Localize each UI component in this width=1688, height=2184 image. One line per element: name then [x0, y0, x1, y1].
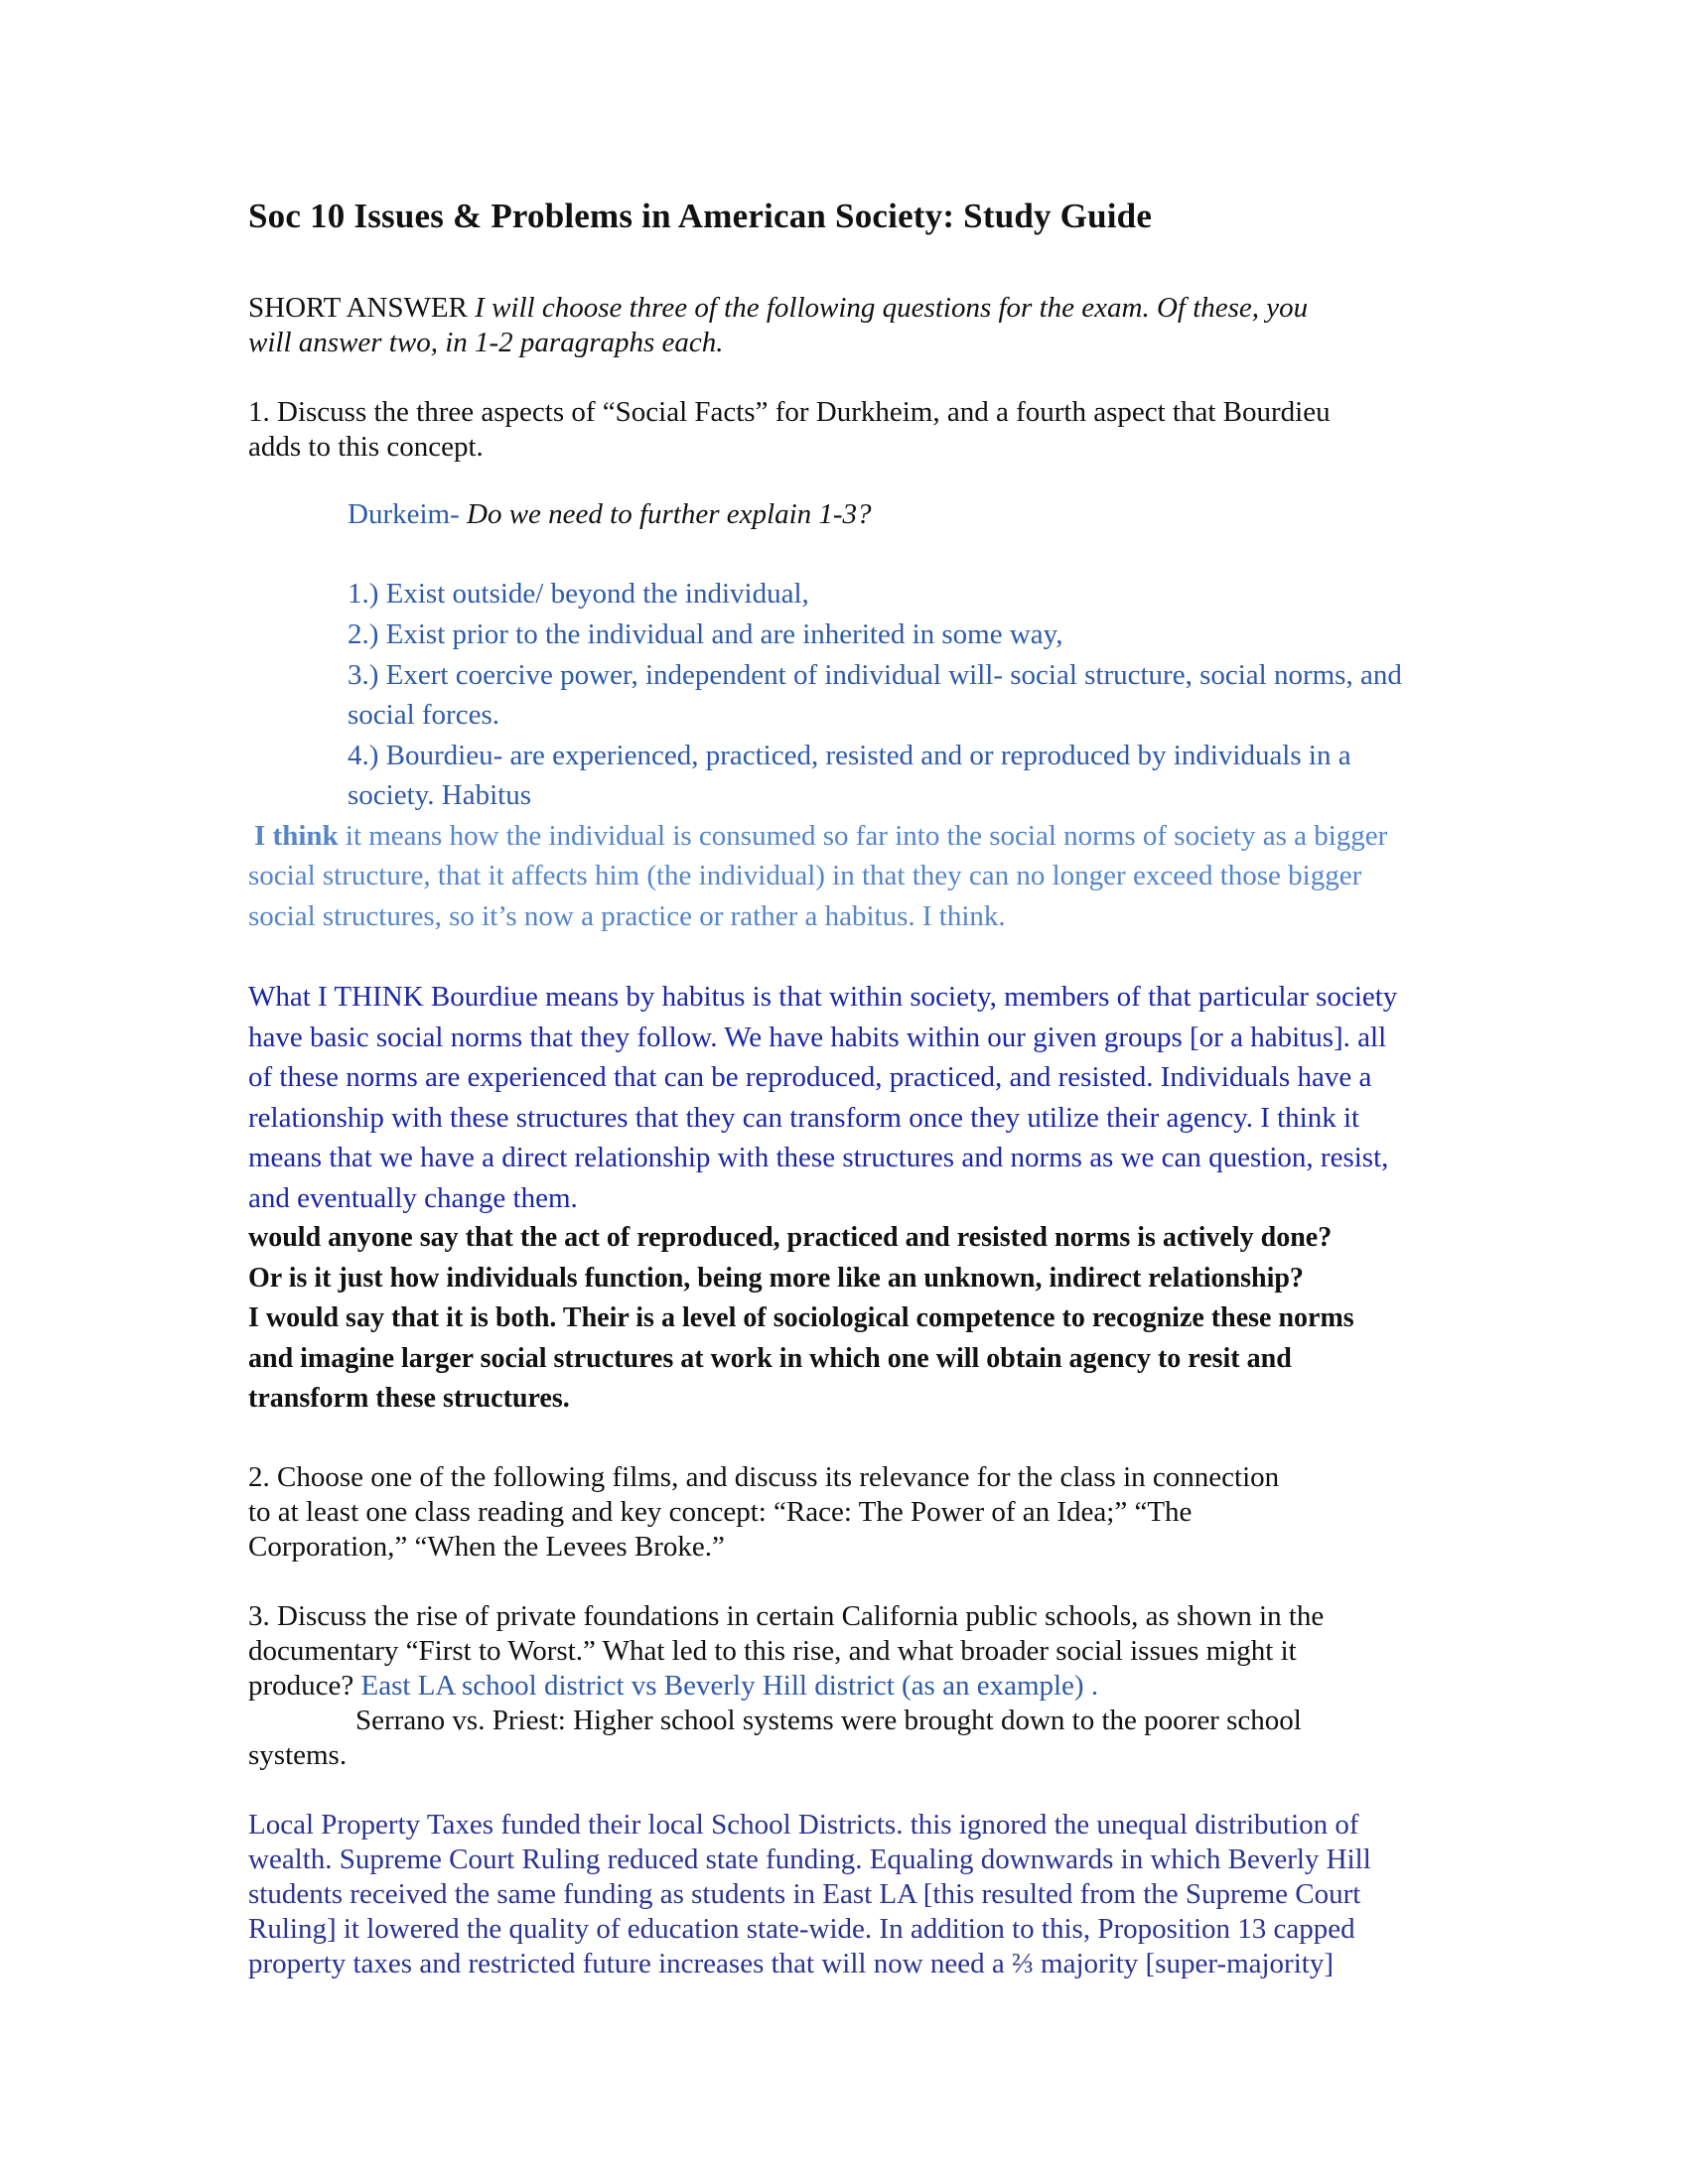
durkeim-question: Do we need to further explain 1-3?: [467, 498, 872, 530]
habitus-line: means that we have a direct relationship with these structures and norms as we can question, resist,: [248, 1142, 1389, 1173]
durkeim-heading: [348, 494, 872, 534]
social-fact-item-3-line-2: social forces.: [348, 699, 499, 731]
tax-line: Ruling] it lowered the quality of education state-wide. In addition to this, Proposition 13 capped: [248, 1913, 1355, 1945]
question-1-line-1: 1. Discuss the three aspects of “Social Facts” for Durkheim, and a fourth aspect that Bourdieu: [248, 396, 1331, 428]
social-fact-item-1: 1.) Exist outside/ beyond the individual,: [348, 578, 809, 610]
think-line-3: social structures, so it’s now a practice or rather a habitus. I think.: [248, 900, 1006, 932]
instruction-line-1: I will choose three of the following questions for the exam. Of these, you: [475, 292, 1309, 324]
think-bold: I think: [254, 820, 339, 852]
tax-line: property taxes and restricted future increases that will now need a ⅔ majority [super-majority]: [248, 1948, 1334, 1979]
think-line-1: [254, 816, 1387, 856]
tax-line: wealth. Supreme Court Ruling reduced state funding. Equaling downwards in which Beverly Hill: [248, 1843, 1371, 1875]
question-3-line-2: documentary “First to Worst.” What led to this rise, and what broader social issues might it: [248, 1635, 1297, 1667]
social-fact-item-2: 2.) Exist prior to the individual and are inherited in some way,: [348, 618, 1063, 650]
habitus-line: and eventually change them.: [248, 1182, 578, 1214]
question-3-line-3: [248, 1666, 1098, 1706]
short-answer-label: SHORT ANSWER: [248, 292, 468, 324]
discussion-line: and imagine larger social structures at work in which one will obtain agency to resit and: [248, 1343, 1292, 1374]
question-1-line-2: adds to this concept.: [248, 431, 484, 463]
discussion-line: I would say that it is both. Their is a level of sociological competence to recognize these norms: [248, 1302, 1354, 1333]
question-2-line: Corporation,” “When the Levees Broke.”: [248, 1531, 725, 1563]
habitus-line: of these norms are experienced that can be reproduced, practiced, and resisted. Individuals have a: [248, 1061, 1372, 1093]
tax-line: Local Property Taxes funded their local School Districts. this ignored the unequal distribution of: [248, 1809, 1359, 1841]
habitus-line: have basic social norms that they follow. We have habits within our given groups [or a habitus]. all: [248, 1022, 1387, 1053]
tax-line: students received the same funding as students in East LA [this resulted from the Supreme Court: [248, 1878, 1361, 1910]
discussion-line: transform these structures.: [248, 1383, 570, 1414]
question-3-line-1: 3. Discuss the rise of private foundations in certain California public schools, as shown in the: [248, 1600, 1325, 1632]
question-2-line: to at least one class reading and key concept: “Race: The Power of an Idea;” “The: [248, 1496, 1193, 1528]
social-fact-item-4-line-1: 4.) Bourdieu- are experienced, practiced, resisted and or reproduced by individuals in a: [348, 740, 1351, 771]
social-fact-item-3-line-1: 3.) Exert coercive power, independent of individual will- social structure, social norms, and: [348, 659, 1402, 691]
habitus-line: relationship with these structures that they can transform once they utilize their agency. I think it: [248, 1102, 1360, 1134]
short-answer-instruction: [248, 288, 1308, 328]
question-3-produce: produce?: [248, 1670, 361, 1702]
habitus-line: What I THINK Bourdiue means by habitus is that within society, members of that particular society: [248, 981, 1398, 1013]
page-title: Soc 10 Issues & Problems in American Society: Study Guide: [248, 197, 1153, 235]
social-fact-item-4-line-2: society. Habitus: [348, 779, 531, 811]
discussion-line: Or is it just how individuals function, being more like an unknown, indirect relationship?: [248, 1263, 1304, 1294]
think-text-1: it means how the individual is consumed so far into the social norms of society as a bigger: [338, 820, 1388, 852]
discussion-line: would anyone say that the act of reproduced, practiced and resisted norms is actively done?: [248, 1222, 1333, 1253]
serrano-line-2: systems.: [248, 1739, 348, 1771]
serrano-line-1: Serrano vs. Priest: Higher school systems were brought down to the poorer school: [355, 1705, 1302, 1736]
instruction-line-2: will answer two, in 1-2 paragraphs each.: [248, 327, 724, 358]
district-comparison: East LA school district vs Beverly Hill district (as an example) .: [360, 1670, 1099, 1702]
think-line-2: social structure, that it affects him (the individual) in that they can no longer exceed those bigger: [248, 860, 1362, 891]
durkeim-label: Durkeim-: [348, 498, 460, 530]
question-2-line: 2. Choose one of the following films, and discuss its relevance for the class in connection: [248, 1461, 1280, 1493]
